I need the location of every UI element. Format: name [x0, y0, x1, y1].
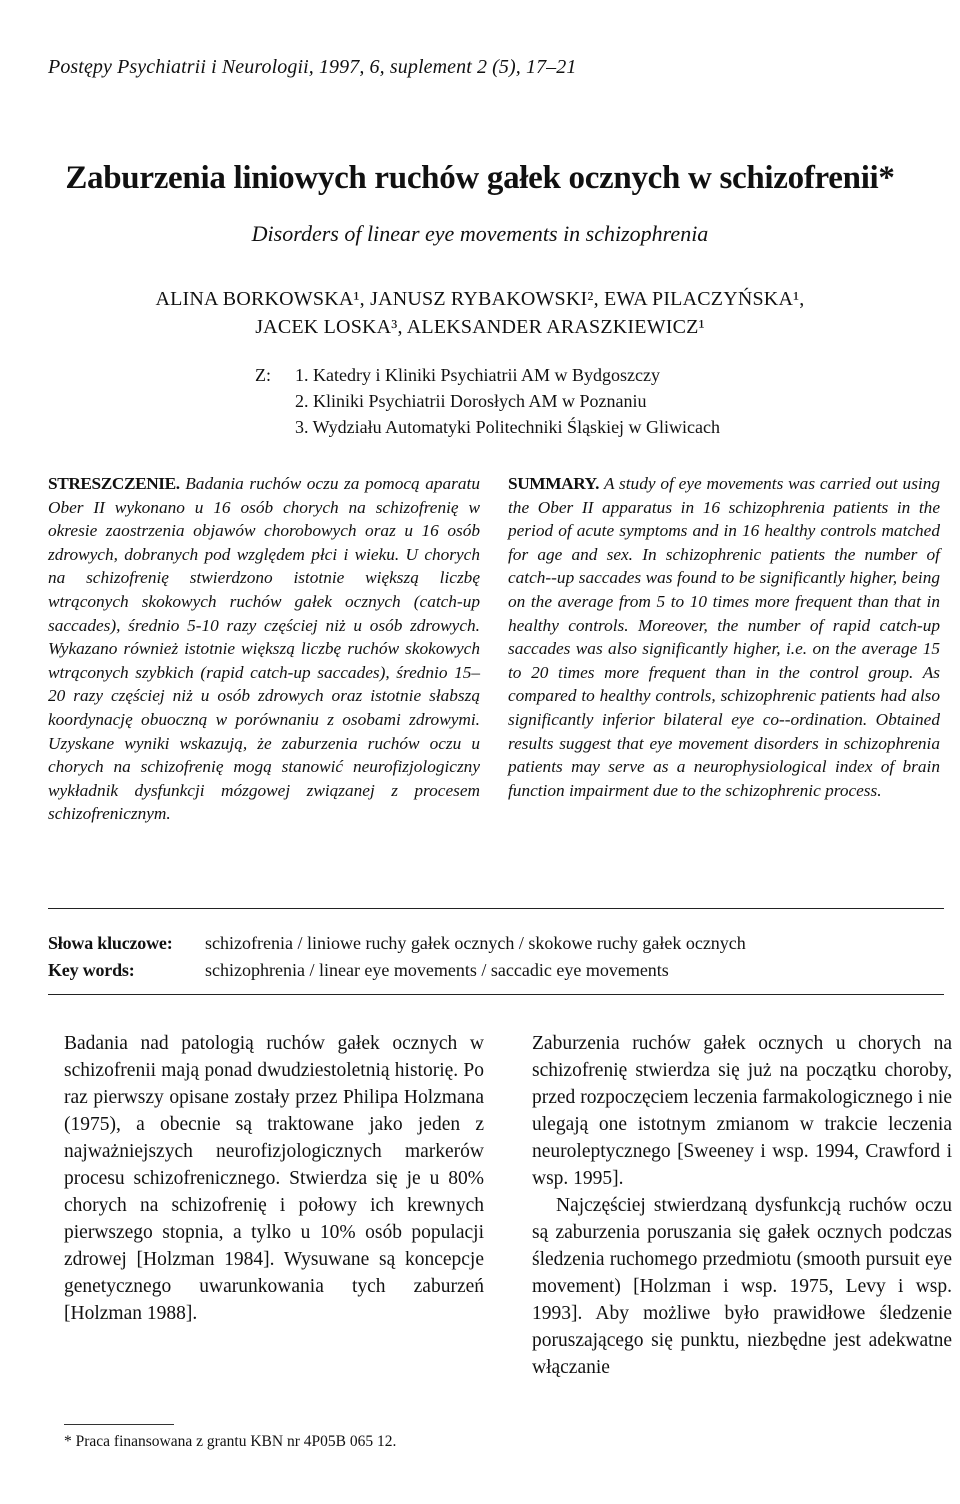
paragraph: Badania nad patologią ruchów gałek ocznych w schizofrenii mają ponad dwudziestoletnią historię. Po raz pierwszy opisane zostały przez Philipa Holzmana (1975), a obecnie są traktowane jako jeden z najważniejszych neurofizjologicznych markerów procesu schizofrenicznego. Stwierdza się je u 80% chorych na schizofrenię i połowy ich krewnych pierwszego stopnia, a tylko u 10% osób populacji zdrowej [Holzman 1984]. Wysuwane są koncepcje genetycznego uwarunkowania tych zaburzeń [Holzman 1988]. [64, 1033, 484, 1324]
affiliations [255, 362, 720, 440]
article-title: Zaburzenia liniowych ruchów gałek ocznych w schizofrenii* [65, 160, 895, 196]
affiliation-row [255, 362, 720, 388]
affiliation-1: 1. Katedry i Kliniki Psychiatrii AM w Bydgoszczy [295, 365, 660, 385]
keywords-english-value: schizophrenia / linear eye movements / saccadic eye movements [205, 960, 669, 980]
authors-line-2: JACEK LOSKA³, ALEKSANDER ARASZKIEWICZ¹ [255, 316, 705, 338]
keywords-english [48, 957, 669, 983]
divider-bottom [48, 994, 944, 995]
article-title-english: Disorders of linear eye movements in schizophrenia [251, 221, 709, 246]
author-list [0, 285, 960, 341]
abstract-english-heading: SUMMARY. [508, 474, 600, 493]
abstract-polish [48, 472, 480, 826]
body-text [64, 1030, 952, 1381]
keywords-polish [48, 930, 746, 956]
keywords-english-label: Key words: [48, 960, 135, 980]
footnote-rule [64, 1424, 174, 1425]
abstract-english-text: A study of eye movements was carried out using the Ober II apparatus in 16 schizophrenia patients in the period of acute symptoms and in 16 healthy controls matched for age and sex. In schizophrenic patients the number of catch--up saccades was found to be significantly higher, being on the average from 5 to 10 times more frequent than that in healthy controls. Moreover, the number of rapid catch-up saccades was also significantly higher, i.e. on the average 15 to 20 times more frequent than in the control group. As compared to healthy controls, schizophrenic patients had also significantly inferior bilateral eye co--ordination. Obtained results suggest that eye movement disorders in schizophrenia patients may serve as a neurophysiological index of brain function impairment due to the schizophrenic process. [508, 474, 940, 800]
affiliation-2: 2. Kliniki Psychiatrii Dorosłych AM w Poznaniu [295, 391, 647, 411]
abstract-polish-heading: STRESZCZENIE. [48, 474, 180, 493]
affiliation-prefix: Z: [255, 365, 271, 385]
paragraph: Zaburzenia ruchów gałek ocznych u chorych na schizofrenię stwierdza się już na początku choroby, przed rozpoczęciem leczenia farmakologicznego i nie ulegają one istotnym zmianom w trakcie leczenia neuroleptycznego [Sweeney i wsp. 1994, Crawford i wsp. 1995]. [532, 1033, 952, 1189]
abstract-english [508, 472, 940, 826]
body-column-left [64, 1030, 484, 1381]
divider-top [48, 908, 944, 909]
authors-line-1: ALINA BORKOWSKA¹, JANUSZ RYBAKOWSKI², EWA PILACZYŃSKA¹, [155, 288, 805, 310]
footnote: * Praca finansowana z grantu KBN nr 4P05B 065 12. [64, 1433, 397, 1450]
body-column-right [532, 1030, 952, 1381]
paragraph: Najczęściej stwierdzaną dysfunkcją ruchów oczu są zaburzenia poruszania się gałek ocznych podczas śledzenia ruchomego przedmiotu (smooth pursuit eye movement) [Holzman i wsp. 1975, Levy i wsp. 1993]. Aby możliwe było prawidłowe śledzenie poruszającego się punktu, niezbędne jest adekwatne włączanie [532, 1195, 952, 1378]
affiliation-row [255, 388, 720, 414]
affiliation-3: 3. Wydziału Automatyki Politechniki Śląskiej w Gliwicach [295, 417, 721, 437]
keywords-polish-value: schizofrenia / liniowe ruchy gałek ocznych / skokowe ruchy gałek ocznych [205, 933, 746, 953]
journal-citation: Postępy Psychiatrii i Neurologii, 1997, 6, suplement 2 (5), 17–21 [48, 56, 577, 78]
affiliation-row [255, 414, 720, 440]
keywords-polish-label: Słowa kluczowe: [48, 933, 173, 953]
abstract-polish-text: Badania ruchów oczu za pomocą aparatu Ober II wykonano u 16 osób chorych na schizofrenię w okresie zaostrzenia objawów chorobowych oraz u 16 osób zdrowych, dobranych pod względem płci i wieku. U chorych na schizofrenię stwierdzono istotnie większą liczbę wtrąconych skokowych ruchów gałek ocznych (catch-up saccades), średnio 5-10 razy częściej niż u osób zdrowych. Wykazano również istotnie większą liczbę ruchów skokowych wtrąconych szybkich (rapid catch-up saccades), średnio 15–20 razy częściej niż u osób zdrowych oraz istotnie słabszą koordynację obuoczną w porównaniu z osobami zdrowymi. Uzyskane wyniki wskazują, że zaburzenia ruchów oczu u chorych na schizofrenię mogą stanowić neurofizjologiczny wykładnik dysfunkcji mózgowej związanej z procesem schizofrenicznym. [48, 474, 480, 824]
abstracts [48, 472, 940, 826]
